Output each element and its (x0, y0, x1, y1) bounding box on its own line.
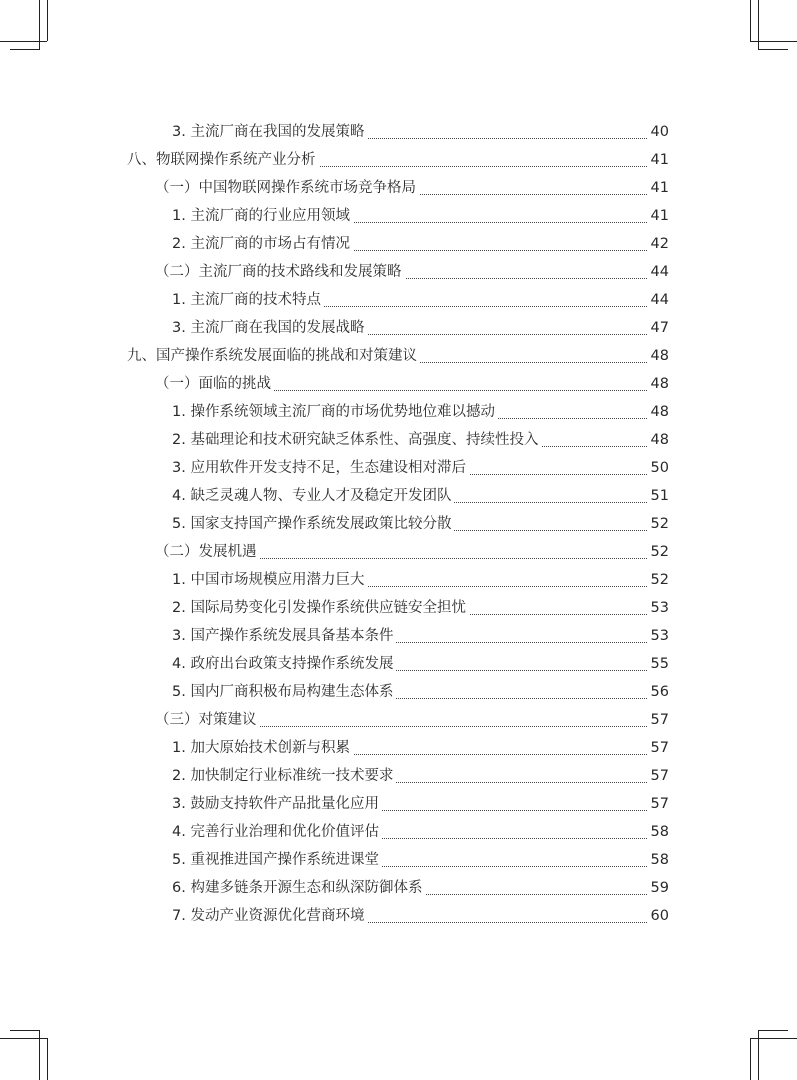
toc-entry-page-number: 59 (648, 874, 669, 902)
toc-entry-page-number: 48 (648, 370, 669, 398)
toc-entry-title: 5. 国家支持国产操作系统发展政策比较分散 (172, 510, 454, 538)
toc-entry-page-number: 57 (648, 790, 669, 818)
toc-entry-page-number: 55 (648, 650, 669, 678)
toc-entry-page-number: 51 (648, 482, 669, 510)
toc-entry[interactable] (0, 902, 797, 930)
toc-entry-title: 4. 缺乏灵魂人物、专业人才及稳定开发团队 (172, 482, 454, 510)
toc-entry-title: （二）发展机遇 (155, 538, 260, 566)
toc-entry-title: （三）对策建议 (155, 706, 260, 734)
table-of-contents (0, 118, 797, 930)
toc-entry-page-number: 58 (648, 818, 669, 846)
toc-entry[interactable] (0, 426, 797, 454)
toc-entry-title: 2. 主流厂商的市场占有情况 (172, 230, 353, 258)
toc-entry[interactable] (0, 678, 797, 706)
toc-entry[interactable] (0, 762, 797, 790)
toc-entry-title: 5. 国内厂商积极布局构建生态体系 (172, 678, 396, 706)
toc-entry[interactable] (0, 510, 797, 538)
toc-entry-page-number: 41 (648, 202, 669, 230)
toc-entry-title: 7. 发动产业资源优化营商环境 (172, 902, 367, 930)
toc-entry-title: 1. 主流厂商的技术特点 (172, 286, 324, 314)
toc-entry-page-number: 58 (648, 846, 669, 874)
toc-entry-title: 2. 国际局势变化引发操作系统供应链安全担忧 (172, 594, 469, 622)
toc-entry-page-number: 52 (648, 510, 669, 538)
toc-entry-title: 2. 加快制定行业标准统一技术要求 (172, 762, 396, 790)
toc-entry-title: 4. 政府出台政策支持操作系统发展 (172, 650, 396, 678)
toc-entry-title: 3. 鼓励支持软件产品批量化应用 (172, 790, 382, 818)
toc-entry-page-number: 53 (648, 594, 669, 622)
toc-entry-page-number: 56 (648, 678, 669, 706)
toc-entry-page-number: 52 (648, 538, 669, 566)
toc-entry-title: 1. 操作系统领域主流厂商的市场优势地位难以撼动 (172, 398, 498, 426)
toc-entry[interactable] (0, 174, 797, 202)
toc-entry-title: （二）主流厂商的技术路线和发展策略 (155, 258, 405, 286)
toc-entry[interactable] (0, 202, 797, 230)
toc-entry[interactable] (0, 706, 797, 734)
toc-entry-page-number: 50 (648, 454, 669, 482)
toc-entry[interactable] (0, 286, 797, 314)
toc-entry[interactable] (0, 818, 797, 846)
toc-entry[interactable] (0, 482, 797, 510)
toc-entry[interactable] (0, 146, 797, 174)
toc-entry[interactable] (0, 538, 797, 566)
toc-entry[interactable] (0, 342, 797, 370)
toc-entry-title: （一）中国物联网操作系统市场竞争格局 (155, 174, 419, 202)
toc-entry-title: 3. 主流厂商在我国的发展战略 (172, 314, 367, 342)
toc-entry-title: 1. 主流厂商的行业应用领域 (172, 202, 353, 230)
toc-entry-page-number: 44 (648, 286, 669, 314)
toc-entry-page-number: 48 (648, 426, 669, 454)
toc-entry-title: 3. 应用软件开发支持不足，生态建设相对滞后 (172, 454, 469, 482)
toc-entry-page-number: 57 (648, 706, 669, 734)
toc-entry-page-number: 41 (648, 174, 669, 202)
toc-entry-page-number: 42 (648, 230, 669, 258)
toc-entry-page-number: 44 (648, 258, 669, 286)
toc-entry[interactable] (0, 566, 797, 594)
toc-entry[interactable] (0, 454, 797, 482)
toc-entry-title: 1. 中国市场规模应用潜力巨大 (172, 566, 367, 594)
toc-entry-title: 八、物联网操作系统产业分析 (127, 146, 319, 174)
toc-entry-title: 1. 加大原始技术创新与积累 (172, 734, 353, 762)
toc-entry-page-number: 52 (648, 566, 669, 594)
toc-entry-page-number: 53 (648, 622, 669, 650)
toc-entry[interactable] (0, 314, 797, 342)
toc-entry-page-number: 60 (648, 902, 669, 930)
toc-entry-page-number: 40 (648, 118, 669, 146)
toc-entry-title: 5. 重视推进国产操作系统进课堂 (172, 846, 382, 874)
toc-entry-title: 6. 构建多链条开源生态和纵深防御体系 (172, 874, 425, 902)
toc-entry-title: （一）面临的挑战 (155, 370, 274, 398)
toc-entry[interactable] (0, 398, 797, 426)
toc-entry-page-number: 48 (648, 398, 669, 426)
toc-entry[interactable] (0, 874, 797, 902)
toc-entry[interactable] (0, 118, 797, 146)
toc-entry-page-number: 57 (648, 734, 669, 762)
toc-entry-title: 4. 完善行业治理和优化价值评估 (172, 818, 382, 846)
toc-entry[interactable] (0, 622, 797, 650)
toc-entry[interactable] (0, 230, 797, 258)
toc-entry-page-number: 47 (648, 314, 669, 342)
toc-entry[interactable] (0, 734, 797, 762)
toc-entry-title: 2. 基础理论和技术研究缺乏体系性、高强度、持续性投入 (172, 426, 541, 454)
toc-entry-page-number: 57 (648, 762, 669, 790)
toc-entry[interactable] (0, 594, 797, 622)
toc-entry[interactable] (0, 370, 797, 398)
toc-entry[interactable] (0, 846, 797, 874)
toc-entry-title: 3. 主流厂商在我国的发展策略 (172, 118, 367, 146)
toc-entry[interactable] (0, 790, 797, 818)
toc-entry-page-number: 41 (648, 146, 669, 174)
toc-entry[interactable] (0, 258, 797, 286)
toc-entry-title: 3. 国产操作系统发展具备基本条件 (172, 622, 396, 650)
toc-entry-page-number: 48 (648, 342, 669, 370)
toc-entry-title: 九、国产操作系统发展面临的挑战和对策建议 (127, 342, 420, 370)
toc-entry[interactable] (0, 650, 797, 678)
